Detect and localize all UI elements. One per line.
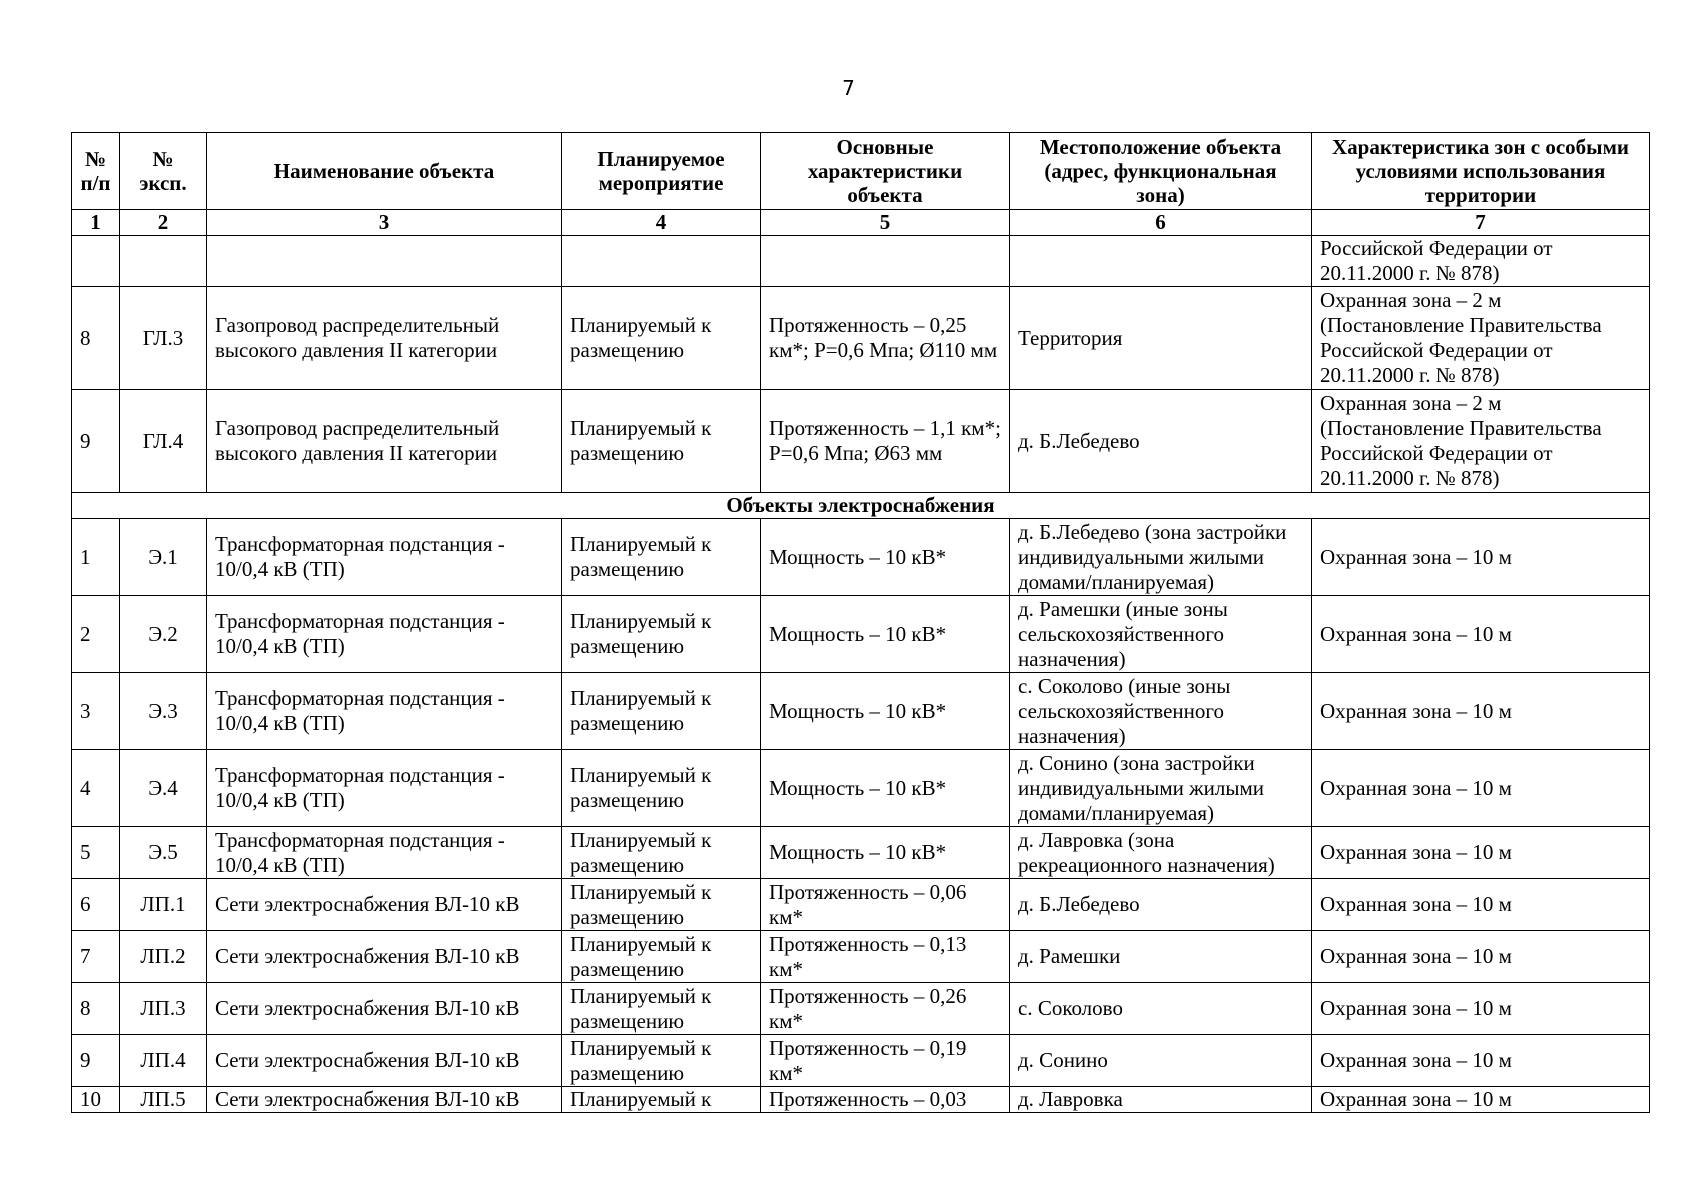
cell-name: Сети электроснабжения ВЛ-10 кВ xyxy=(207,1035,562,1087)
cell-characteristics: Мощность – 10 кВ* xyxy=(761,827,1010,879)
column-number: 6 xyxy=(1010,210,1312,236)
table-row xyxy=(72,673,1650,750)
cell-action: Планируемый к размещению xyxy=(562,596,761,673)
section-row xyxy=(72,493,1650,519)
cell-num: 5 xyxy=(72,827,120,879)
table-row xyxy=(72,596,1650,673)
cell-location: д. Б.Лебедево (зона застройки индивидуальными жилыми домами/планируемая) xyxy=(1010,519,1312,596)
cell-exp: ГЛ.3 xyxy=(120,287,207,390)
cell-action: Планируемый к размещению xyxy=(562,827,761,879)
cell-zone: Охранная зона – 2 м (Постановление Правительства Российской Федерации от 20.11.2000 г. № 878) xyxy=(1312,390,1650,493)
cell-location: д. Б.Лебедево xyxy=(1010,390,1312,493)
cell-num: 9 xyxy=(72,390,120,493)
cell-location: Территория xyxy=(1010,287,1312,390)
cell-action: Планируемый к размещению xyxy=(562,879,761,931)
cell-action: Планируемый к размещению xyxy=(562,673,761,750)
cell-exp: Э.4 xyxy=(120,750,207,827)
column-number: 1 xyxy=(72,210,120,236)
cell-name: Газопровод распределительный высокого давления II категории xyxy=(207,390,562,493)
table-row xyxy=(72,879,1650,931)
cell-name: Трансформаторная подстанция - 10/0,4 кВ (ТП) xyxy=(207,673,562,750)
cell-exp: ГЛ.4 xyxy=(120,390,207,493)
cell-zone: Охранная зона – 10 м xyxy=(1312,879,1650,931)
cell-zone: Охранная зона – 10 м xyxy=(1312,931,1650,983)
cell-location: д. Б.Лебедево xyxy=(1010,879,1312,931)
column-number: 3 xyxy=(207,210,562,236)
cell-exp: ЛП.1 xyxy=(120,879,207,931)
cell-name: Трансформаторная подстанция - 10/0,4 кВ (ТП) xyxy=(207,596,562,673)
cell-zone: Российской Федерации от 20.11.2000 г. № 878) xyxy=(1312,236,1650,287)
column-number: 7 xyxy=(1312,210,1650,236)
cell-exp: Э.5 xyxy=(120,827,207,879)
cell-num: 7 xyxy=(72,931,120,983)
cell-characteristics: Протяженность – 0,25 км*; Р=0,6 Мпа; Ø110 мм xyxy=(761,287,1010,390)
header-cell-location: Местоположение объекта (адрес, функциональная зона) xyxy=(1010,133,1312,210)
cell-name: Сети электроснабжения ВЛ-10 кВ xyxy=(207,983,562,1035)
table-row xyxy=(72,519,1650,596)
cell-zone: Охранная зона – 10 м xyxy=(1312,673,1650,750)
table-row xyxy=(72,983,1650,1035)
cell-characteristics: Мощность – 10 кВ* xyxy=(761,673,1010,750)
column-number: 4 xyxy=(562,210,761,236)
cell-location: с. Соколово (иные зоны сельскохозяйственного назначения) xyxy=(1010,673,1312,750)
column-number-row xyxy=(72,210,1650,236)
table-row xyxy=(72,287,1650,390)
cell-num: 10 xyxy=(72,1087,120,1113)
header-cell-num: № п/п xyxy=(72,133,120,210)
cell-location: д. Рамешки (иные зоны сельскохозяйственного назначения) xyxy=(1010,596,1312,673)
cell-name: Сети электроснабжения ВЛ-10 кВ xyxy=(207,879,562,931)
table-row xyxy=(72,931,1650,983)
header-cell-characteristics: Основные характеристики объекта xyxy=(761,133,1010,210)
cell-num: 8 xyxy=(72,983,120,1035)
cell-num: 6 xyxy=(72,879,120,931)
cell-num: 8 xyxy=(72,287,120,390)
cell-name: Сети электроснабжения ВЛ-10 кВ xyxy=(207,1087,562,1113)
cell-zone: Охранная зона – 10 м xyxy=(1312,1087,1650,1113)
cell-location: д. Лавровка xyxy=(1010,1087,1312,1113)
header-row xyxy=(72,133,1650,210)
cell-action: Планируемый к размещению xyxy=(562,931,761,983)
cell-action: Планируемый к размещению xyxy=(562,287,761,390)
column-number: 2 xyxy=(120,210,207,236)
header-cell-action: Планируемое мероприятие xyxy=(562,133,761,210)
cell-location: д. Рамешки xyxy=(1010,931,1312,983)
cell-location: д. Сонино (зона застройки индивидуальными жилыми домами/планируемая) xyxy=(1010,750,1312,827)
cell-exp: Э.1 xyxy=(120,519,207,596)
cell-zone: Охранная зона – 10 м xyxy=(1312,827,1650,879)
cell-name: Газопровод распределительный высокого давления II категории xyxy=(207,287,562,390)
cell-num: 3 xyxy=(72,673,120,750)
cell-characteristics: Мощность – 10 кВ* xyxy=(761,750,1010,827)
cell-zone: Охранная зона – 10 м xyxy=(1312,519,1650,596)
page-number: 7 xyxy=(842,76,855,100)
cell-name: Сети электроснабжения ВЛ-10 кВ xyxy=(207,931,562,983)
cell-num: 2 xyxy=(72,596,120,673)
cell-action: Планируемый к размещению xyxy=(562,519,761,596)
table-row xyxy=(72,750,1650,827)
header-cell-exp: № эксп. xyxy=(120,133,207,210)
cell-empty xyxy=(761,236,1010,287)
cell-action: Планируемый к размещению xyxy=(562,750,761,827)
cell-zone: Охранная зона – 2 м (Постановление Правительства Российской Федерации от 20.11.2000 г. № 878) xyxy=(1312,287,1650,390)
cell-exp: ЛП.4 xyxy=(120,1035,207,1087)
cell-name: Трансформаторная подстанция - 10/0,4 кВ (ТП) xyxy=(207,750,562,827)
cell-empty xyxy=(1010,236,1312,287)
cell-exp: ЛП.2 xyxy=(120,931,207,983)
cell-num: 1 xyxy=(72,519,120,596)
cell-exp: ЛП.5 xyxy=(120,1087,207,1113)
table-row xyxy=(72,1087,1650,1113)
cell-characteristics: Протяженность – 0,06 км* xyxy=(761,879,1010,931)
cell-action: Планируемый к xyxy=(562,1087,761,1113)
column-number: 5 xyxy=(761,210,1010,236)
cell-empty xyxy=(120,236,207,287)
cell-exp: Э.2 xyxy=(120,596,207,673)
cell-exp: Э.3 xyxy=(120,673,207,750)
cell-empty xyxy=(72,236,120,287)
table-row xyxy=(72,827,1650,879)
cell-characteristics: Протяженность – 1,1 км*; Р=0,6 Мпа; Ø63 мм xyxy=(761,390,1010,493)
cell-location: д. Сонино xyxy=(1010,1035,1312,1087)
cell-location: д. Лавровка (зона рекреационного назначения) xyxy=(1010,827,1312,879)
cell-num: 4 xyxy=(72,750,120,827)
cell-zone: Охранная зона – 10 м xyxy=(1312,750,1650,827)
cell-location: с. Соколово xyxy=(1010,983,1312,1035)
table-row xyxy=(72,390,1650,493)
objects-table xyxy=(71,132,1650,1113)
cell-name: Трансформаторная подстанция - 10/0,4 кВ (ТП) xyxy=(207,519,562,596)
cell-characteristics: Протяженность – 0,26 км* xyxy=(761,983,1010,1035)
header-cell-name: Наименование объекта xyxy=(207,133,562,210)
cell-zone: Охранная зона – 10 м xyxy=(1312,596,1650,673)
section-title: Объекты электроснабжения xyxy=(72,493,1650,519)
cell-zone: Охранная зона – 10 м xyxy=(1312,983,1650,1035)
cell-action: Планируемый к размещению xyxy=(562,390,761,493)
cell-characteristics: Протяженность – 0,19 км* xyxy=(761,1035,1010,1087)
cell-characteristics: Протяженность – 0,13 км* xyxy=(761,931,1010,983)
table-row-continuation xyxy=(72,236,1650,287)
cell-zone: Охранная зона – 10 м xyxy=(1312,1035,1650,1087)
cell-action: Планируемый к размещению xyxy=(562,1035,761,1087)
cell-characteristics: Мощность – 10 кВ* xyxy=(761,596,1010,673)
cell-characteristics: Протяженность – 0,03 xyxy=(761,1087,1010,1113)
cell-action: Планируемый к размещению xyxy=(562,983,761,1035)
cell-characteristics: Мощность – 10 кВ* xyxy=(761,519,1010,596)
cell-name: Трансформаторная подстанция - 10/0,4 кВ (ТП) xyxy=(207,827,562,879)
cell-empty xyxy=(562,236,761,287)
cell-exp: ЛП.3 xyxy=(120,983,207,1035)
header-cell-zone: Характеристика зон с особыми условиями использования территории xyxy=(1312,133,1650,210)
table-row xyxy=(72,1035,1650,1087)
cell-num: 9 xyxy=(72,1035,120,1087)
cell-empty xyxy=(207,236,562,287)
